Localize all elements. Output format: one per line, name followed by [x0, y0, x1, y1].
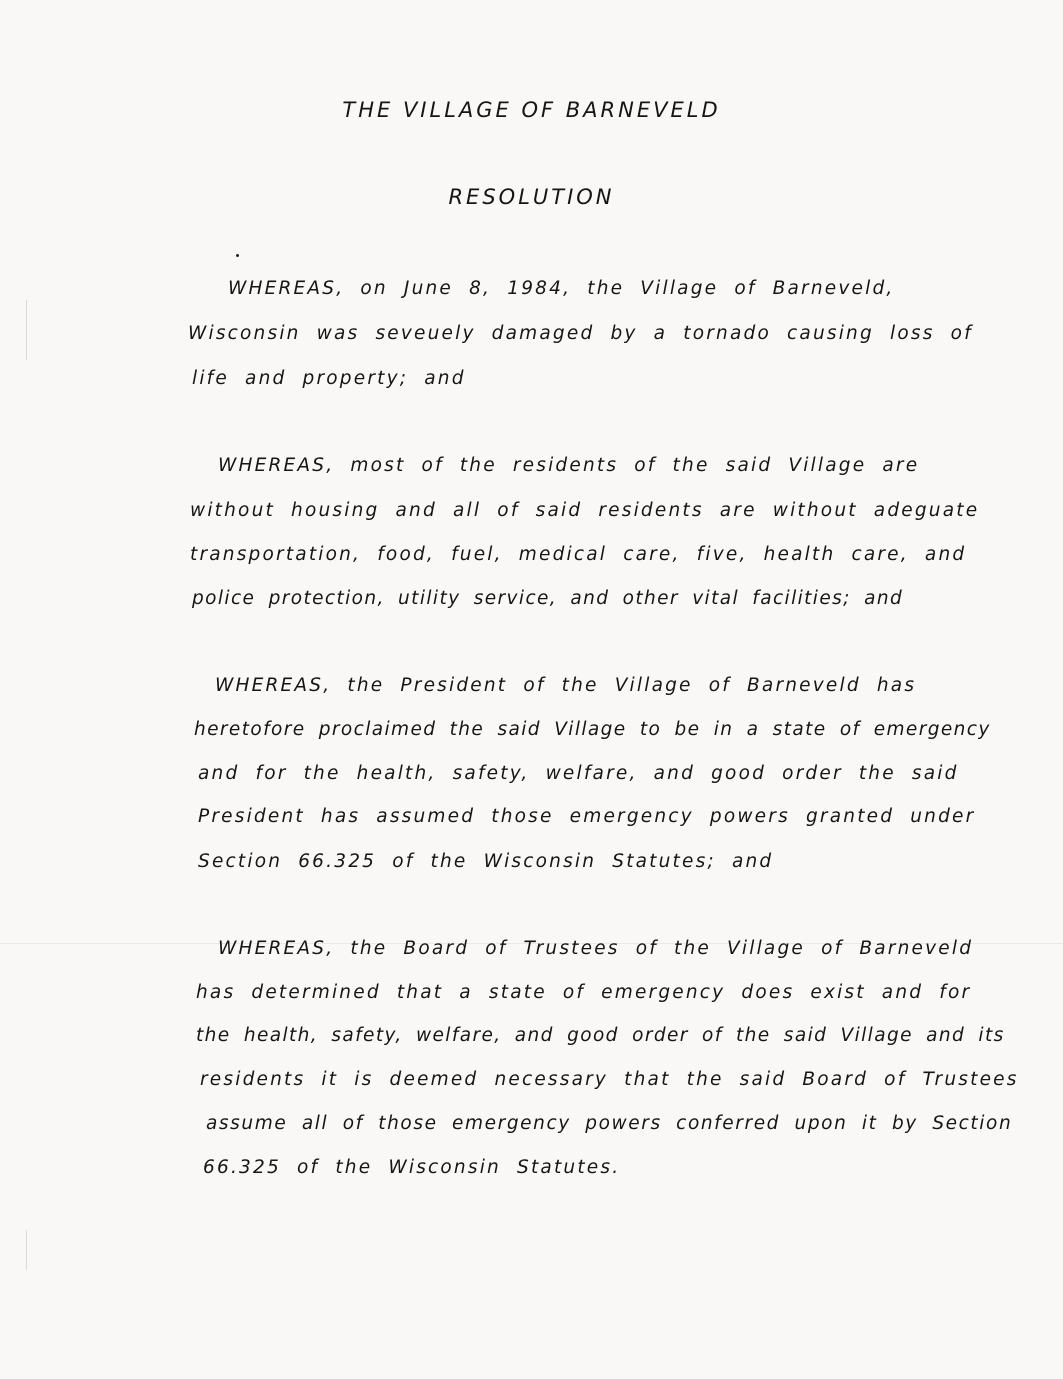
text-line: WHEREAS, most of the residents of the said Village are [218, 455, 920, 476]
text-line: WHEREAS, the Board of Trustees of the Village of Barneveld [218, 938, 974, 959]
text-line: police protection, utility service, and other vital facilities; and [192, 588, 904, 609]
text-line: WHEREAS, on June 8, 1984, the Village of Barneveld, [228, 278, 895, 299]
text-line: Section 66.325 of the Wisconsin Statutes; and [198, 851, 774, 872]
document-subheading: RESOLUTION [448, 185, 615, 209]
text-line: transportation, food, fuel, medical care, five, health care, and [190, 544, 967, 565]
paper-edge-mark [26, 1230, 27, 1270]
text-line: life and property; and [192, 368, 466, 389]
text-line: 66.325 of the Wisconsin Statutes. [203, 1157, 621, 1178]
text-line: assume all of those emergency powers conferred upon it by Section [206, 1113, 1013, 1134]
text-line: residents it is deemed necessary that the said Board of Trustees [200, 1069, 1019, 1090]
paper-edge-mark [26, 300, 27, 360]
text-line: Wisconsin was seveuely damaged by a tornado causing loss of [188, 323, 973, 344]
text-line: WHEREAS, the President of the Village of Barneveld has [215, 675, 917, 696]
text-line: without housing and all of said residents are without adeguate [190, 500, 980, 521]
ink-dot [236, 254, 239, 257]
text-line: the health, safety, welfare, and good order of the said Village and its [196, 1025, 1005, 1046]
text-line: heretofore proclaimed the said Village to be in a state of emergency [194, 719, 991, 740]
document-heading: THE VILLAGE OF BARNEVELD [342, 98, 721, 122]
text-line: and for the health, safety, welfare, and good order the said [198, 763, 959, 784]
text-line: has determined that a state of emergency does exist and for [196, 982, 972, 1003]
text-line: President has assumed those emergency powers granted under [198, 806, 976, 827]
